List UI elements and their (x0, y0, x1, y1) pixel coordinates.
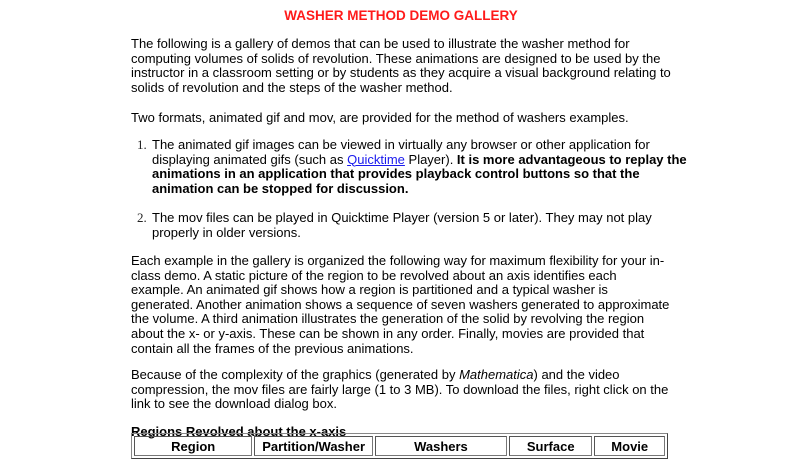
list-item (131, 138, 692, 196)
list-number: 2. (137, 210, 147, 225)
page-title: WASHER METHOD DEMO GALLERY (284, 8, 518, 23)
column-header-region: Region (134, 436, 252, 456)
table-header-row (134, 436, 665, 456)
column-header-surface: Surface (509, 436, 592, 456)
complexity-paragraph (131, 368, 671, 412)
column-header-washers: Washers (375, 436, 507, 456)
quicktime-link[interactable]: Quicktime (347, 151, 405, 167)
x-axis-gallery-table (131, 433, 668, 459)
complexity-text: Because of the complexity of the graphics (generated by (131, 367, 460, 382)
complexity-text-after: ) and the video compression, the mov files are fairly large (1 to 3 MB). To download the files, right click on the link to see the download dialog box. (131, 367, 669, 412)
organization-paragraph: Each example in the gallery is organized the following way for maximum flexibility for your in-class demo. A static picture of the region to be revolved about an axis identifies each example. An animated gif shows how a region is partitioned and a typical washer is generated. Another animation shows a sequence of seven washers generated to approximate the volume. A third animation illustrates the generation of the solid by revolving the region about the x- or y-axis. These can be shown in any order. Finally, movies are provided that contain all the frames of the previous animations. (131, 253, 670, 356)
list-item (131, 211, 692, 240)
column-header-partition-washer: Partition/Washer (254, 436, 372, 456)
list-item-text: The mov files can be played in Quicktime Player (version 5 or later). They may not play properly in older versions. (152, 210, 652, 240)
list-number: 1. (137, 137, 147, 152)
formats-paragraph: Two formats, animated gif and mov, are provided for the method of washers examples. (131, 110, 629, 125)
mathematica-italic: Mathematica (459, 367, 534, 382)
list-item-text-after-link: Player). (404, 151, 457, 167)
list-item-text: The animated gif images can be viewed in virtually any browser or other application for displaying animated gifs (such as (152, 137, 650, 167)
section-heading: Regions Revolved about the x-axis (131, 424, 347, 439)
intro-paragraph: The following is a gallery of demos that can be used to illustrate the washer method for computing volumes of solids of revolution. These animations are designed to be used by the instructor in a classroom setting or by students as they acquire a visual background relating to solids of revolution and the steps of the washer method. (131, 36, 671, 95)
column-header-movie: Movie (594, 436, 665, 456)
list-item-bold-note: It is more advantageous to replay the animations in an application that provides playback control buttons so that the animation can be stopped for discussion. (152, 151, 687, 196)
